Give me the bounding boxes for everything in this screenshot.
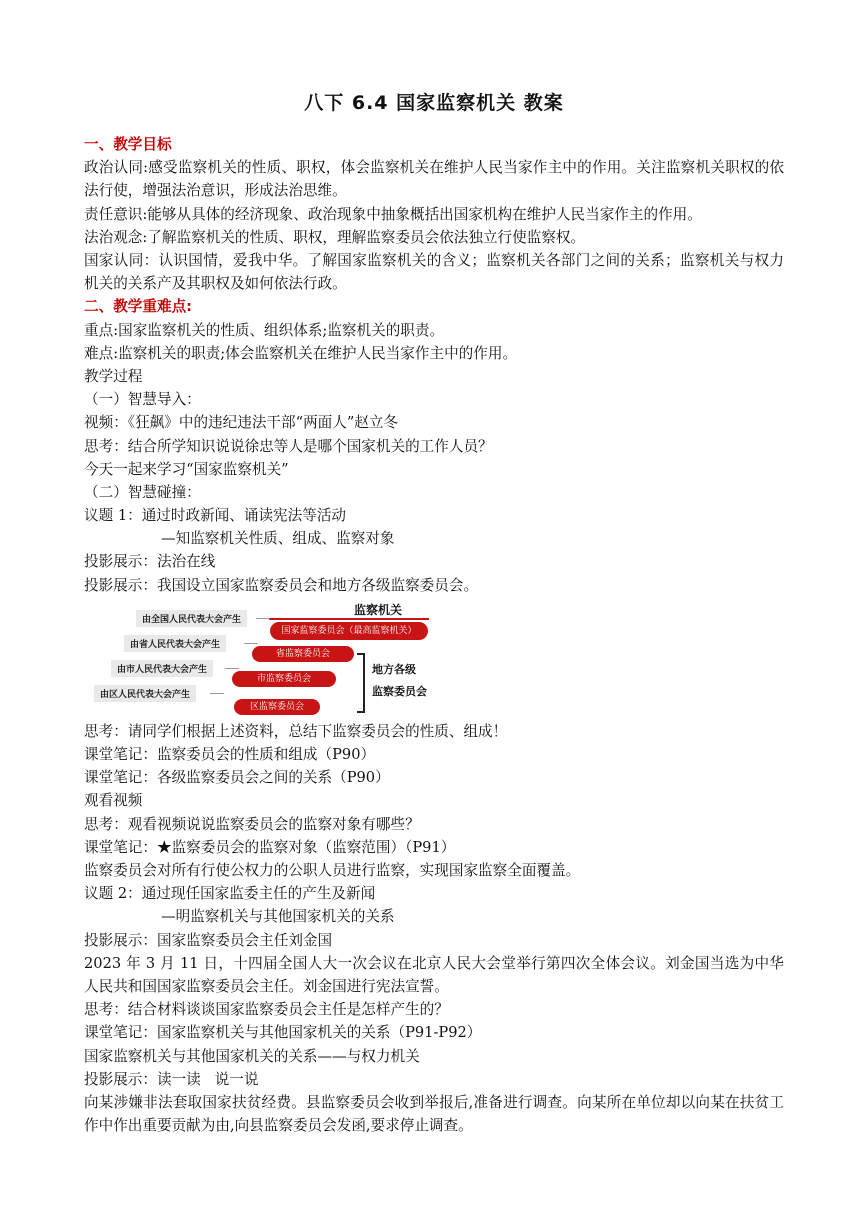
process-line: 思考：结合材料谈谈国家监察委员会主任是怎样产生的？ [84,1001,449,1019]
process-line: （一）智慧导入： [84,391,201,409]
diagram-arrow [225,668,239,669]
process-line: 国家监察机关与其他国家机关的关系——与权力机关 [84,1047,420,1065]
process-line: 投影展示：法治在线 [84,553,216,571]
process-line: 投影展示：国家监察委员会主任刘金国 [84,931,333,949]
section-heading-keypoints: 二、教学重难点: [84,298,192,316]
goal-paragraph: 法治观念:了解监察机关的性质、职权，理解监察委员会依法独立行使监察权。 [84,228,586,246]
process-line: 监察委员会对所有行使公权力的公职人员进行监察，实现国家监察全面覆盖。 [84,861,581,879]
diagram-top-rule [269,618,429,620]
topic-subtitle: —知监察机关性质、组成、监察对象 [161,530,395,548]
diagram-origin-label: 由全国人民代表大会产生 [136,610,247,627]
diagram-right-label: 监察委员会 [372,684,427,698]
diagram-arrow [244,643,258,644]
process-line: 视频：《狂飙》中的违纪违法干部“两面人”赵立冬 [84,414,399,432]
goal-paragraph: 政治认同:感受监察机关的性质、职权，体会监察机关在维护人民当家作主中的作用。关注监察机关职权的依法行使，增强法治意识，形成法治思维。 [84,159,784,200]
process-line: 思考：结合所学知识说说徐忠等人是哪个国家机关的工作人员？ [84,437,493,455]
process-line: 思考：观看视频说说监察委员会的监察对象有哪些？ [84,815,420,833]
process-line: 投影展示：我国设立国家监察委员会和地方各级监察委员会。 [84,576,479,594]
supervisory-structure-diagram [84,601,464,717]
diagram-right-label: 地方各级 [372,662,416,676]
diagram-arrow [256,618,270,619]
document-body [84,133,784,1137]
process-line: 课堂笔记：监察委员会的性质和组成（P90） [84,746,376,764]
process-line: 观看视频 [84,792,143,810]
process-line: 教学过程 [84,367,143,385]
diagram-pill-national: 国家监察委员会（最高监察机关） [270,622,428,640]
diagram-origin-label: 由省人民代表大会产生 [124,635,226,652]
diagram-pill-province: 省监察委员会 [252,646,354,662]
process-line: 议题 2：通过现任国家监委主任的产生及新闻 [84,885,376,903]
diagram-origin-label: 由市人民代表大会产生 [111,660,213,677]
topic-subtitle: —明监察机关与其他国家机关的关系 [161,908,395,926]
process-line: 思考：请同学们根据上述资料，总结下监察委员会的性质、组成！ [84,722,508,740]
document-title: 八下 6.4 国家监察机关 教案 [304,92,564,114]
diagram-pill-district: 区监察委员会 [234,699,320,715]
diagram-bracket [357,653,365,713]
keypoint-line: 难点:监察机关的职责;体会监察机关在维护人民当家作主中的作用。 [84,344,518,362]
diagram-pill-city: 市监察委员会 [232,671,336,687]
goal-paragraph: 国家认同：认识国情，爱我中华。了解国家监察机关的含义；监察机关各部门之间的关系；监察机关与权力机关的关系产及其职权及如何依法行政。 [84,252,784,293]
process-line: （二）智慧碰撞： [84,483,201,501]
news-paragraph: 2023 年 3 月 11 日，十四届全国人大一次会议在北京人民大会堂举行第四次全体会议。刘金国当选为中华人民共和国国家监察委员会主任。刘金国进行宪法宣誓。 [84,954,784,995]
case-paragraph: 向某涉嫌非法套取国家扶贫经费。县监察委员会收到举报后,准备进行调查。向某所在单位却以向某在扶贫工作中作出重要贡献为由,向县监察委员会发函,要求停止调查。 [84,1093,784,1135]
goal-paragraph: 责任意识:能够从具体的经济现象、政治现象中抽象概括出国家机构在维护人民当家作主的作用。 [84,205,702,223]
section-heading-goals: 一、教学目标 [84,136,172,153]
diagram-origin-label: 由区人民代表大会产生 [94,685,196,702]
process-line: 议题 1：通过时政新闻、诵读宪法等活动 [84,507,347,525]
diagram-arrow [210,693,224,694]
process-line: 课堂笔记：★监察委员会的监察对象（监察范围）（P91） [84,838,456,856]
process-line: 课堂笔记：各级监察委员会之间的关系（P90） [84,769,390,787]
process-line: 课堂笔记：国家监察机关与其他国家机关的关系（P91-P92） [84,1024,482,1042]
process-line: 今天一起来学习“国家监察机关” [84,460,289,478]
diagram-top-label: 监察机关 [354,602,403,617]
process-line: 投影展示：读一读 说一说 [84,1070,259,1088]
keypoint-line: 重点:国家监察机关的性质、组织体系;监察机关的职责。 [84,321,445,339]
